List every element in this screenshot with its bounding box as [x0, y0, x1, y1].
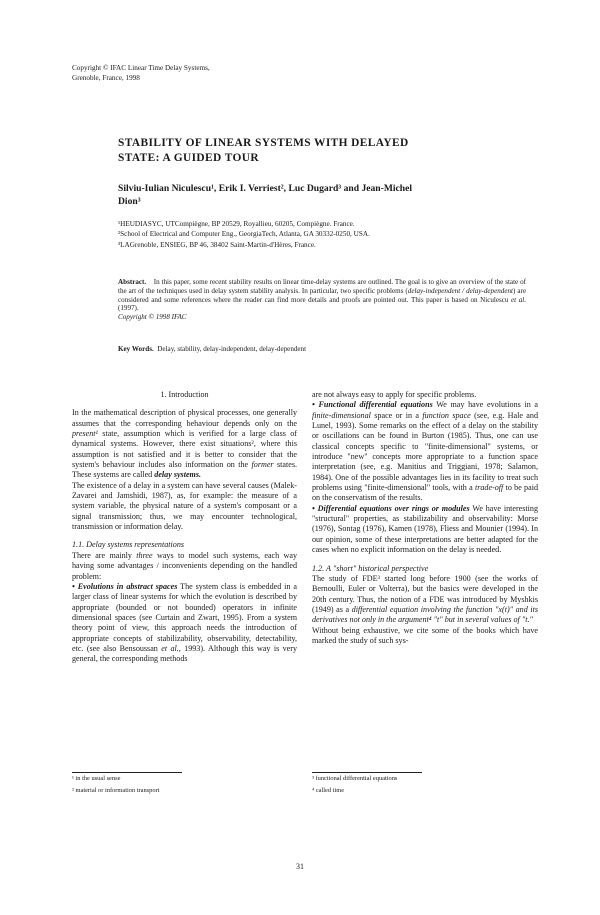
intro-paragraph-1	[72, 408, 297, 480]
text-run: state, assumption which is verified for a large class of dynamical systems. However, there exist situations², where this assumption is not satisfied and it is better to consider that the system's behaviour includes also information on the	[72, 429, 297, 470]
text-run: We have interesting "structural" properties, as stabilizability and observability: Morse (1976), Sontag (1976), Kamen (1978), Fliess and Mounier (1994). In our opinion, some of these interpretations are better adapted for the cases when no explicit information on the delay is needed.	[312, 503, 538, 555]
emphasis: et al.	[161, 643, 179, 653]
emphasis: finite-dimensional	[312, 410, 371, 420]
keywords-text: Delay, stability, delay-independent, delay-dependent	[157, 345, 307, 353]
text-run: states. These systems are called	[72, 460, 297, 480]
page-number: 31	[296, 862, 304, 871]
right-footnotes	[312, 772, 422, 797]
affiliations	[118, 219, 538, 250]
copyright-line-1: Copyright © IFAC Linear Time Delay Systems,	[72, 64, 210, 72]
section-title: 1. Introduction	[160, 390, 209, 399]
copyright-notice	[72, 64, 210, 83]
text-run: ways to model such systems, each way having some advantages / inconvenients depending on the handled problem:	[72, 550, 298, 581]
right-paragraph-1: are not always easy to apply for specific problems.	[312, 390, 477, 399]
subsection-title-1-2	[312, 564, 538, 574]
subsection-title-text: 1.2. A "short" historical perspective	[312, 563, 429, 573]
emphasis: delay systems.	[154, 470, 202, 480]
left-footnotes	[72, 772, 182, 797]
abstract-text-2: ) are considered and some references where the reader can find more details and proofs are pointed out. This paper is based on Niculescu	[118, 286, 526, 304]
text-run: There are mainly	[72, 550, 137, 560]
emphasis: • Differential equations over rings or modules	[312, 503, 470, 513]
text-run: to be paid on the conservatism of the results.	[312, 483, 538, 503]
text-run: The system class is embedded in a larger class of linear systems for which the evolution is described by appropriate (bounded or not bounded) operators in infinite dimensional spaces (see Curtain and Zwart, 1995). From a system theory point of view, this approach needs the introduction of appropriate concepts of stabilizability, observability, detectability, etc. (see also Bensoussan	[72, 581, 297, 653]
footnote-2: ² material or information transport	[72, 787, 160, 794]
keywords-label: Key Words.	[118, 345, 154, 353]
emphasis: • Evolutions in abstract spaces	[72, 581, 178, 591]
abstract-copyright: Copyright © 1998 IFAC	[118, 313, 187, 322]
emphasis: • Functional differential equations	[312, 400, 433, 410]
right-paragraph-4	[312, 574, 538, 626]
emphasis: present¹	[72, 429, 98, 439]
text-run: , 1993). Although this way is very general, the corresponding methods	[72, 643, 297, 664]
paper-title	[118, 136, 518, 166]
abstract-body	[118, 278, 526, 313]
abstract	[118, 278, 526, 322]
text-run: space or in a	[370, 410, 423, 420]
intro-paragraph-2: The existence of a delay in a system can have several causes (Malek-Zavarei and Jamshidi, 1987), as, for example: the measure of a system variable, the physical nature of a system's composant or a signal transmission; thus, we may encounter technological, transmission or information delay.	[72, 480, 297, 532]
authors-line-1: Silviu-Iulian Niculescu¹, Erik I. Verriest², Luc Dugard³ and Jean-Michel	[118, 183, 413, 194]
subsection-title-text: 1.1. Delay systems representations	[72, 540, 185, 550]
abstract-text-1: In this paper, some recent stability results on linear time-delay systems are outlined. The goal is to give an overview of the state of the art of the techniques used in delay system stability analysis. In particular, two specific problems (	[118, 278, 526, 295]
text-run: In the mathematical description of physical processes, one generally assumes that the corresponding behaviour depends only on the	[72, 408, 297, 428]
affiliation-3: ³LAGrenoble, ENSIEG, BP 46, 38402 Saint-Martin-d'Hères, France.	[118, 240, 316, 249]
abstract-label: Abstract.	[118, 278, 147, 286]
footnote-1: ¹ in the usual sense	[72, 775, 121, 782]
left-column	[72, 390, 297, 665]
emphasis: trade-off	[474, 483, 504, 493]
keywords	[118, 345, 306, 353]
intro-paragraph-4	[72, 582, 297, 665]
text-run: We may have evolutions in a	[432, 400, 539, 410]
footnote-4: ⁴ called time	[312, 787, 345, 794]
title-line-2: STATE: A GUIDED TOUR	[118, 152, 260, 164]
emphasis: three	[136, 550, 153, 560]
right-paragraph-2	[312, 400, 538, 503]
abstract-emphasis-2: et al.	[511, 295, 526, 304]
right-paragraph-3	[312, 504, 538, 556]
affiliation-2: ²School of Electrical and Computer Eng., GeorgiaTech, Atlanta, GA 30332-0250, USA.	[118, 230, 370, 239]
copyright-line-2: Grenoble, France, 1998	[72, 73, 140, 82]
text-run: The study of FDE³ started long before 1900 (see the works of Bernoulli, Euler or Volterra), but the basics were developed in the 20th century. Thus, the notion of a FDE was introduced by Myshkis (1949) as a	[312, 573, 538, 614]
abstract-text-3: (1997).	[118, 304, 139, 313]
authors-line-2: Dion³	[118, 196, 141, 207]
right-column	[312, 390, 538, 646]
title-line-1: STABILITY OF LINEAR SYSTEMS WITH DELAYED	[118, 137, 409, 149]
intro-paragraph-3	[72, 551, 297, 582]
text-run: (see, e.g. Hale and Lunel, 1993). Some remarks on the effect of a delay on the stability or oscillations can be found in Burton (1985). Thus, one can use classical concepts specific to "finite-dimensional" systems, or introduce "new" concepts more appropriate to a function space interpretation (see, e.g. Manitius and Triggiani, 1978; Salamon, 1984). One of the possible advantages lies in its facility to treat such problems using "finite-dimensional" tools, with a	[312, 410, 538, 493]
affiliation-1: ¹HEUDIASYC, UTCompiègne, BP 20529, Royallieu, 60205, Compiègne. France.	[118, 220, 355, 228]
right-paragraph-5: Without being exhaustive, we cite some of the books which have marked the study of such sys-	[312, 625, 538, 645]
footnote-3: ³ functional differential equations	[312, 775, 398, 782]
subsection-title-1-1	[72, 540, 297, 550]
emphasis: former	[251, 460, 274, 470]
author-list	[118, 182, 528, 208]
emphasis: differential equation involving the function "x(t)" and its derivatives not only in the argument⁴ "t" but in several values of "t."	[312, 604, 538, 625]
emphasis: function space	[422, 410, 471, 420]
abstract-emphasis-1: delay-independent / delay-dependent	[407, 286, 513, 295]
